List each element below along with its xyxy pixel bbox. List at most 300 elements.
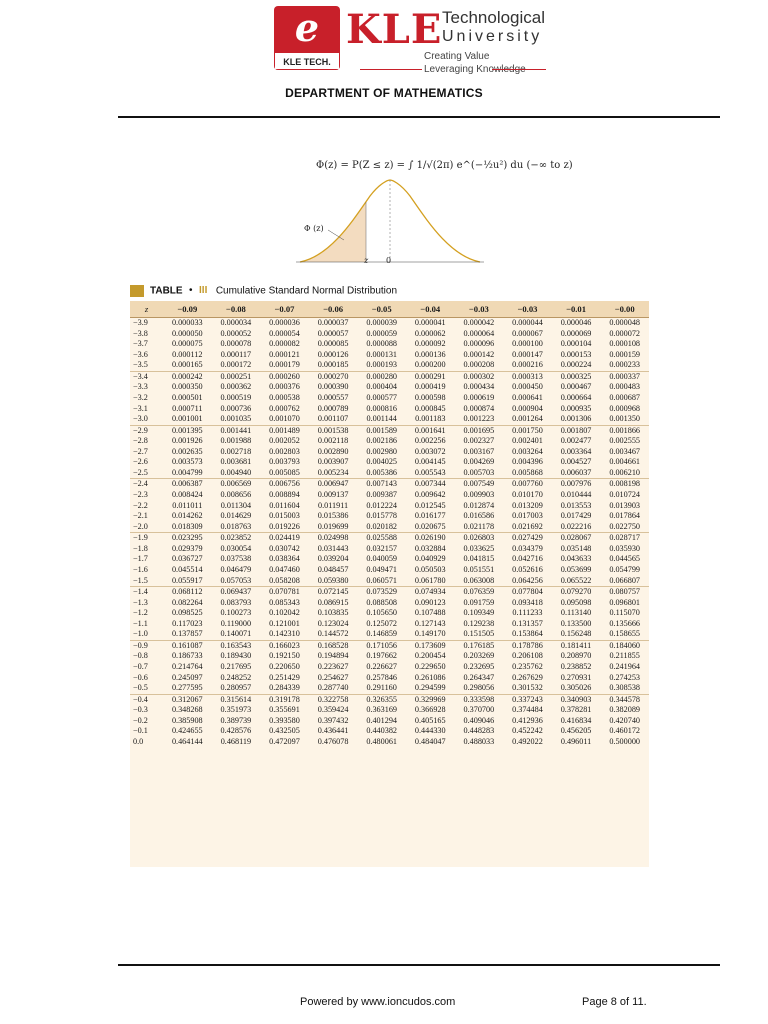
probability-cell: 0.000501 <box>171 392 203 402</box>
probability-cell: 0.021692 <box>503 522 552 533</box>
table-row <box>130 318 649 329</box>
probability-cell: 0.322758 <box>317 694 349 704</box>
probability-cell: 0.000619 <box>463 392 495 402</box>
probability-cell: 0.166023 <box>269 640 300 650</box>
probability-cell: 0.004396 <box>512 457 543 467</box>
probability-cell: 0.000376 <box>269 382 300 392</box>
probability-cell: 0.348268 <box>171 705 203 715</box>
probability-cell: 0.072145 <box>317 587 349 597</box>
probability-cell: 0.220650 <box>269 662 300 671</box>
z-value-cell: −2.0 <box>130 522 163 533</box>
probability-cell: 0.235762 <box>512 662 543 671</box>
probability-cell: 0.000041 <box>414 318 446 327</box>
probability-cell: 0.232695 <box>463 662 495 671</box>
probability-cell: 0.000057 <box>317 328 349 338</box>
z-value-cell: −3.5 <box>130 360 163 371</box>
probability-cell: 0.039204 <box>317 554 349 564</box>
probability-cell: 0.063008 <box>455 576 504 587</box>
probability-cell: 0.000538 <box>269 392 300 402</box>
logo-tagline-1: Creating Value <box>424 51 490 62</box>
probability-cell: 0.029379 <box>171 543 203 553</box>
probability-cell: 0.428576 <box>220 726 252 736</box>
probability-cell: 0.050503 <box>414 564 446 574</box>
probability-cell: 0.000117 <box>220 349 252 359</box>
z-value-cell: −3.3 <box>133 382 148 392</box>
table-title-marker <box>130 285 144 297</box>
probability-cell: 0.000039 <box>366 318 398 327</box>
cumulative-normal-table <box>130 301 649 748</box>
probability-cell: 0.277595 <box>163 683 212 694</box>
probability-cell: 0.018309 <box>163 522 212 533</box>
probability-cell: 0.037538 <box>220 554 252 564</box>
probability-cell: 0.034379 <box>512 543 543 553</box>
table-row <box>130 629 649 640</box>
z-value-cell: −3.9 <box>133 318 148 327</box>
probability-cell: 0.023852 <box>220 533 252 543</box>
z-value-cell: −1.4 <box>133 587 148 597</box>
logo-badge <box>274 6 340 70</box>
probability-cell: 0.020182 <box>357 522 406 533</box>
probability-cell: 0.197662 <box>366 651 398 661</box>
probability-cell: 0.103835 <box>317 608 349 618</box>
probability-cell: 0.000033 <box>171 318 203 327</box>
z-value-cell: −3.1 <box>133 403 148 413</box>
probability-cell: 0.131357 <box>512 618 543 628</box>
zero-axis-label: 0 <box>386 256 392 265</box>
probability-cell: 0.456205 <box>560 726 592 736</box>
probability-cell: 0.000302 <box>463 371 495 381</box>
probability-cell: 0.019226 <box>260 522 309 533</box>
z-value-cell: −0.5 <box>130 683 163 694</box>
z-value-cell: −3.8 <box>133 328 148 338</box>
table-row <box>130 565 649 576</box>
probability-cell: 0.020675 <box>406 522 455 533</box>
probability-cell: 0.093418 <box>512 597 543 607</box>
z-value-cell: −3.7 <box>133 339 148 349</box>
probability-cell: 0.068112 <box>172 587 203 597</box>
probability-cell: 0.192150 <box>269 651 300 661</box>
probability-cell: 0.085343 <box>269 597 300 607</box>
z-value-cell: −1.7 <box>133 554 148 564</box>
probability-cell: 0.088508 <box>366 597 398 607</box>
table-row <box>130 501 649 512</box>
z-value-cell: −0.3 <box>133 705 148 715</box>
probability-cell: 0.017003 <box>512 511 543 521</box>
probability-cell: 0.043633 <box>560 554 592 564</box>
probability-cell: 0.005868 <box>503 468 552 479</box>
probability-cell: 0.015003 <box>269 511 300 521</box>
probability-cell: 0.315614 <box>220 694 252 704</box>
probability-cell: 0.105650 <box>366 608 398 618</box>
column-header-z: z <box>130 301 163 318</box>
probability-cell: 0.001589 <box>366 425 398 435</box>
probability-cell: 0.006756 <box>269 479 300 489</box>
probability-cell: 0.000108 <box>609 339 641 349</box>
probability-cell: 0.000165 <box>163 360 212 371</box>
probability-cell: 0.001538 <box>317 425 349 435</box>
probability-cell: 0.018763 <box>212 522 261 533</box>
z-value-cell: −0.7 <box>133 662 148 671</box>
probability-cell: 0.001107 <box>309 414 358 425</box>
probability-cell: 0.121001 <box>269 618 300 628</box>
probability-cell: 0.000736 <box>220 403 252 413</box>
probability-cell: 0.009903 <box>463 490 495 499</box>
probability-cell: 0.440382 <box>366 726 398 736</box>
probability-cell: 0.028717 <box>609 533 641 543</box>
probability-cell: 0.000036 <box>269 318 300 327</box>
z-value-cell: −1.9 <box>133 533 148 543</box>
probability-cell: 0.000059 <box>366 328 398 338</box>
probability-cell: 0.046479 <box>220 564 252 574</box>
probability-cell: 0.000200 <box>406 360 455 371</box>
probability-cell: 0.319178 <box>269 694 300 704</box>
z-value-cell: −1.2 <box>133 608 148 618</box>
probability-cell: 0.000082 <box>269 339 300 349</box>
probability-cell: 0.000054 <box>269 328 300 338</box>
probability-cell: 0.366928 <box>414 705 446 715</box>
probability-cell: 0.000096 <box>463 339 495 349</box>
table-row <box>130 511 649 522</box>
phi-label: Φ (z) <box>304 224 324 233</box>
table-row <box>130 544 649 555</box>
probability-cell: 0.208970 <box>560 651 592 661</box>
probability-cell: 0.359424 <box>317 705 349 715</box>
table-row <box>130 651 649 662</box>
probability-cell: 0.448283 <box>463 726 495 736</box>
probability-cell: 0.000242 <box>171 371 203 381</box>
probability-cell: 0.000577 <box>366 392 398 402</box>
probability-cell: 0.291160 <box>357 683 406 694</box>
probability-cell: 0.051551 <box>463 564 495 574</box>
probability-cell: 0.267629 <box>512 672 543 682</box>
table-row <box>130 662 649 673</box>
probability-cell: 0.355691 <box>269 705 300 715</box>
probability-cell: 0.065522 <box>552 576 601 587</box>
probability-cell: 0.017864 <box>609 511 641 521</box>
probability-cell: 0.206108 <box>512 651 543 661</box>
probability-cell: 0.000845 <box>414 403 446 413</box>
probability-cell: 0.000126 <box>317 349 349 359</box>
probability-cell: 0.002327 <box>463 436 495 446</box>
probability-cell: 0.006569 <box>220 479 252 489</box>
probability-cell: 0.000062 <box>414 328 446 338</box>
probability-cell: 0.184060 <box>609 640 641 650</box>
column-header: −0.09 <box>163 301 212 318</box>
probability-cell: 0.370700 <box>463 705 495 715</box>
probability-cell: 0.149170 <box>406 629 455 640</box>
probability-cell: 0.011304 <box>220 500 252 510</box>
probability-cell: 0.002477 <box>560 436 592 446</box>
probability-cell: 0.009387 <box>366 490 398 499</box>
probability-cell: 0.000390 <box>317 382 349 392</box>
probability-cell: 0.468119 <box>220 736 252 746</box>
table-row <box>130 339 649 350</box>
probability-cell: 0.340903 <box>560 694 592 704</box>
probability-cell: 0.010444 <box>560 490 592 499</box>
probability-cell: 0.002635 <box>171 446 203 456</box>
probability-cell: 0.000185 <box>309 360 358 371</box>
probability-cell: 0.287740 <box>309 683 358 694</box>
logo-line-2: University <box>442 28 543 45</box>
footer-rule <box>118 964 720 966</box>
probability-cell: 0.003681 <box>220 457 252 467</box>
probability-cell: 0.137857 <box>163 629 212 640</box>
probability-cell: 0.464144 <box>171 736 203 746</box>
probability-cell: 0.060571 <box>357 576 406 587</box>
column-header: −0.03 <box>455 301 504 318</box>
z-value-cell: −0.6 <box>133 672 148 682</box>
column-header: −0.00 <box>600 301 649 318</box>
probability-cell: 0.074934 <box>414 587 446 597</box>
probability-cell: 0.280957 <box>212 683 261 694</box>
formula-lower-limit: −∞ <box>530 160 548 171</box>
probability-cell: 0.326355 <box>366 694 398 704</box>
probability-cell: 0.001807 <box>560 425 592 435</box>
probability-cell: 0.385908 <box>171 715 203 725</box>
probability-cell: 0.000362 <box>220 382 252 392</box>
probability-cell: 0.015778 <box>366 511 398 521</box>
table-row <box>130 694 649 705</box>
probability-cell: 0.035930 <box>609 543 641 553</box>
probability-cell: 0.006037 <box>552 468 601 479</box>
probability-cell: 0.000325 <box>560 371 592 381</box>
probability-cell: 0.035148 <box>560 543 592 553</box>
probability-cell: 0.178786 <box>512 640 543 650</box>
table-row <box>130 522 649 533</box>
probability-cell: 0.000042 <box>463 318 495 327</box>
probability-cell: 0.038364 <box>269 554 300 564</box>
probability-cell: 0.000216 <box>503 360 552 371</box>
probability-cell: 0.011604 <box>269 500 300 510</box>
table-label: TABLE <box>150 285 183 297</box>
probability-cell: 0.032157 <box>366 543 398 553</box>
probability-cell: 0.000064 <box>463 328 495 338</box>
probability-cell: 0.054799 <box>609 564 641 574</box>
probability-cell: 0.000034 <box>220 318 252 327</box>
probability-cell: 0.002401 <box>512 436 543 446</box>
probability-cell: 0.476078 <box>317 736 349 746</box>
z-value-cell: −3.6 <box>133 349 148 359</box>
probability-cell: 0.000069 <box>560 328 592 338</box>
probability-cell: 0.000046 <box>560 318 592 327</box>
probability-cell: 0.389739 <box>220 715 252 725</box>
probability-cell: 0.113140 <box>560 608 592 618</box>
probability-cell: 0.333598 <box>463 694 495 704</box>
probability-cell: 0.223627 <box>317 662 349 671</box>
probability-cell: 0.002256 <box>414 436 446 446</box>
probability-cell: 0.168528 <box>317 640 349 650</box>
probability-cell: 0.214764 <box>171 662 203 671</box>
probability-cell: 0.048457 <box>317 564 349 574</box>
column-header: −0.04 <box>406 301 455 318</box>
table-row <box>130 447 649 458</box>
probability-cell: 0.452242 <box>512 726 543 736</box>
z-value-cell: −0.2 <box>133 715 148 725</box>
probability-cell: 0.000337 <box>609 371 641 381</box>
probability-cell: 0.000641 <box>512 392 543 402</box>
probability-cell: 0.096801 <box>609 597 641 607</box>
probability-cell: 0.008424 <box>171 490 203 499</box>
probability-cell: 0.090123 <box>414 597 446 607</box>
probability-cell: 0.009642 <box>414 490 446 499</box>
probability-cell: 0.264347 <box>463 672 495 682</box>
probability-cell: 0.460172 <box>609 726 641 736</box>
column-header: −0.01 <box>552 301 601 318</box>
probability-cell: 0.000687 <box>609 392 641 402</box>
probability-cell: 0.005386 <box>357 468 406 479</box>
probability-cell: 0.069437 <box>220 587 252 597</box>
probability-cell: 0.008894 <box>269 490 300 499</box>
probability-cell: 0.001926 <box>171 436 203 446</box>
probability-cell: 0.488033 <box>463 736 495 746</box>
probability-cell: 0.432505 <box>269 726 300 736</box>
probability-cell: 0.000233 <box>600 360 649 371</box>
z-value-cell: −2.1 <box>133 511 148 521</box>
probability-cell: 0.052616 <box>512 564 543 574</box>
probability-cell: 0.000519 <box>220 392 252 402</box>
table-row <box>130 737 649 748</box>
probability-cell: 0.022216 <box>552 522 601 533</box>
probability-cell: 0.000092 <box>414 339 446 349</box>
table-row <box>130 533 649 544</box>
z-value-cell: −2.4 <box>133 479 148 489</box>
probability-cell: 0.002980 <box>366 446 398 456</box>
probability-cell: 0.024419 <box>269 533 300 543</box>
probability-cell: 0.344578 <box>609 694 641 704</box>
probability-cell: 0.305026 <box>552 683 601 694</box>
probability-cell: 0.107488 <box>414 608 446 618</box>
z-value-cell: −1.0 <box>130 629 163 640</box>
logo-tagline-2: Leveraging Knowledge <box>424 64 526 75</box>
probability-cell: 0.003167 <box>463 446 495 456</box>
probability-cell: 0.217695 <box>220 662 252 671</box>
normal-table-container <box>130 301 649 867</box>
probability-cell: 0.151505 <box>455 629 504 640</box>
probability-cell: 0.374484 <box>512 705 543 715</box>
probability-cell: 0.420740 <box>609 715 641 725</box>
probability-cell: 0.000172 <box>212 360 261 371</box>
probability-cell: 0.000483 <box>609 382 641 392</box>
probability-cell: 0.000136 <box>414 349 446 359</box>
probability-cell: 0.211855 <box>609 651 640 661</box>
table-header-row <box>130 301 649 318</box>
probability-cell: 0.005703 <box>455 468 504 479</box>
probability-cell: 0.019699 <box>309 522 358 533</box>
probability-cell: 0.014262 <box>171 511 203 521</box>
probability-cell: 0.133500 <box>560 618 592 628</box>
z-value-cell: −0.8 <box>133 651 148 661</box>
probability-cell: 0.016177 <box>414 511 446 521</box>
probability-cell: 0.045514 <box>171 564 203 574</box>
z-value-cell: −1.5 <box>130 576 163 587</box>
probability-cell: 0.203269 <box>463 651 495 661</box>
probability-cell: 0.083793 <box>220 597 252 607</box>
probability-cell: 0.000100 <box>512 339 543 349</box>
table-row <box>130 479 649 490</box>
logo-line-1: Technological <box>442 8 546 27</box>
probability-cell: 0.025588 <box>366 533 398 543</box>
probability-cell: 0.003573 <box>171 457 203 467</box>
probability-cell: 0.076359 <box>463 587 495 597</box>
probability-cell: 0.030742 <box>269 543 300 553</box>
probability-cell: 0.129238 <box>463 618 495 628</box>
probability-cell: 0.000291 <box>414 371 446 381</box>
probability-cell: 0.161087 <box>171 640 203 650</box>
probability-cell: 0.397432 <box>317 715 349 725</box>
z-value-cell: −1.3 <box>133 597 148 607</box>
probability-cell: 0.011911 <box>318 500 349 510</box>
probability-cell: 0.186733 <box>171 651 203 661</box>
normal-curve-figure <box>130 150 650 280</box>
probability-cell: 0.002555 <box>609 436 641 446</box>
column-header: −0.03 <box>503 301 552 318</box>
table-title-dot: • <box>189 285 193 297</box>
probability-cell: 0.001264 <box>503 414 552 425</box>
formula-upper-limit: z <box>563 160 569 171</box>
probability-cell: 0.004940 <box>212 468 261 479</box>
probability-cell: 0.026803 <box>463 533 495 543</box>
probability-cell: 0.000270 <box>317 371 349 381</box>
probability-cell: 0.144572 <box>309 629 358 640</box>
probability-cell: 0.000313 <box>512 371 543 381</box>
probability-cell: 0.480061 <box>366 736 398 746</box>
probability-cell: 0.000131 <box>366 349 398 359</box>
table-row <box>130 329 649 340</box>
logo-badge-text: KLE TECH. <box>274 52 340 70</box>
probability-cell: 0.070781 <box>269 587 300 597</box>
probability-cell: 0.017429 <box>560 511 592 521</box>
table-row <box>130 382 649 393</box>
probability-cell: 0.189430 <box>220 651 252 661</box>
probability-cell: 0.022750 <box>600 522 649 533</box>
probability-cell: 0.135666 <box>609 618 641 628</box>
z-value-cell: −1.1 <box>133 618 148 628</box>
probability-cell: 0.000598 <box>414 392 446 402</box>
probability-cell: 0.004145 <box>414 457 446 467</box>
table-row <box>130 673 649 684</box>
probability-cell: 0.061780 <box>406 576 455 587</box>
z-axis-label: z <box>364 256 369 265</box>
probability-cell: 0.312067 <box>171 694 203 704</box>
probability-cell: 0.000404 <box>366 382 398 392</box>
probability-cell: 0.003072 <box>414 446 446 456</box>
probability-cell: 0.424655 <box>171 726 203 736</box>
z-value-cell: −2.7 <box>133 446 148 456</box>
probability-cell: 0.005085 <box>260 468 309 479</box>
probability-cell: 0.176185 <box>463 640 495 650</box>
probability-cell: 0.004661 <box>609 457 641 467</box>
probability-cell: 0.000142 <box>463 349 495 359</box>
probability-cell: 0.049471 <box>366 564 398 574</box>
probability-cell: 0.003264 <box>512 446 543 456</box>
probability-cell: 0.000419 <box>414 382 446 392</box>
probability-cell: 0.000762 <box>269 403 300 413</box>
table-row <box>130 716 649 727</box>
probability-cell: 0.026190 <box>414 533 446 543</box>
probability-cell: 0.194894 <box>317 651 349 661</box>
probability-cell: 0.001441 <box>220 425 252 435</box>
probability-cell: 0.006387 <box>171 479 203 489</box>
probability-cell: 0.109349 <box>463 608 495 618</box>
probability-cell: 0.000904 <box>512 403 543 413</box>
probability-cell: 0.000072 <box>609 328 641 338</box>
probability-cell: 0.007344 <box>414 479 446 489</box>
probability-cell: 0.001001 <box>163 414 212 425</box>
probability-cell: 0.041815 <box>463 554 495 564</box>
probability-cell: 0.003467 <box>609 446 641 456</box>
probability-cell: 0.000052 <box>220 328 252 338</box>
table-row <box>130 576 649 587</box>
